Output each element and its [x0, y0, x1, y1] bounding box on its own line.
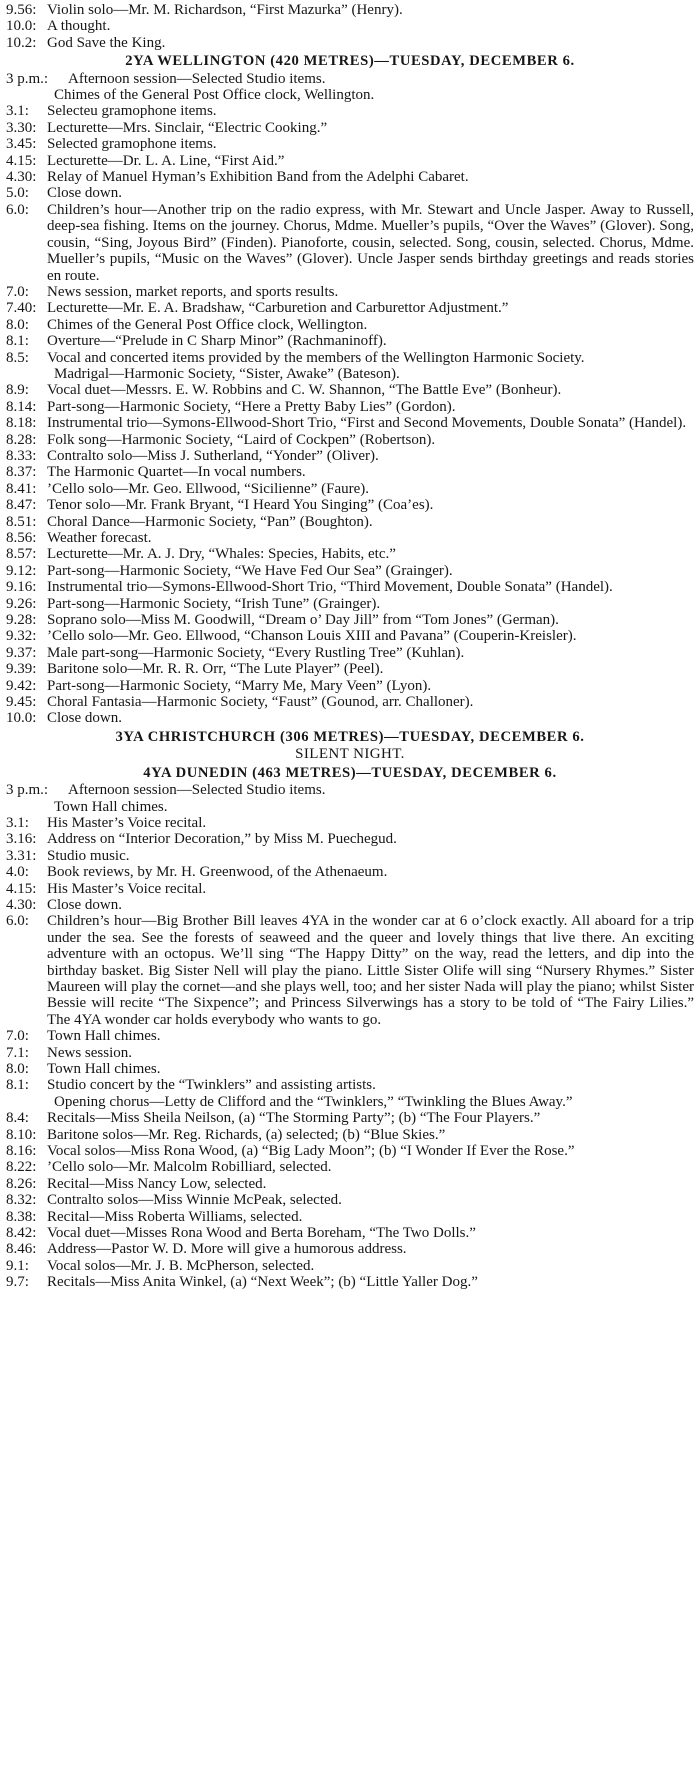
entry-time: 4.15: — [6, 880, 37, 897]
entry-text: The Harmonic Quartet—In vocal numbers. — [47, 464, 306, 481]
entry-time: 8.4: — [6, 1110, 29, 1127]
entry-text: Close down. — [47, 710, 122, 727]
schedule-entry — [6, 612, 694, 628]
entry-text: Part-song—Harmonic Society, “We Have Fed Our Sea” (Grainger). — [47, 562, 453, 579]
entry-time: 9.7: — [6, 1274, 29, 1291]
entry-time: 8.1: — [6, 1077, 29, 1094]
dunedin-header: 4YA DUNEDIN (463 METRES)—TUESDAY, DECEMBER 6. — [143, 764, 557, 781]
schedule-entry — [6, 1110, 694, 1126]
entry-text: Tenor solo—Mr. Frank Bryant, “I Heard You Singing” (Coa’es). — [47, 497, 434, 514]
schedule-entry — [6, 1209, 694, 1225]
entry-time: 4.0: — [6, 864, 29, 881]
entry-text: Recitals—Miss Sheila Neilson, (a) “The Storming Party”; (b) “The Four Players.” — [47, 1110, 541, 1127]
entry-time: 8.26: — [6, 1175, 37, 1192]
entry-time: 10.0: — [6, 18, 37, 35]
dunedin-schedule-part1 — [6, 815, 694, 1094]
entry-text: Overture—“Prelude in C Sharp Minor” (Rachmaninoff). — [47, 333, 387, 350]
schedule-entry — [6, 831, 694, 847]
schedule-entry — [6, 1028, 694, 1044]
schedule-entry — [6, 1061, 694, 1077]
entry-time: 3 p.m.: — [6, 782, 49, 799]
entry-time: 9.39: — [6, 661, 37, 678]
entry-time: 8.41: — [6, 480, 37, 497]
entry-text: Part-song—Harmonic Society, “Marry Me, Mary Veen” (Lyon). — [47, 677, 432, 694]
entry-text: News session. — [47, 1044, 132, 1061]
schedule-entry — [6, 448, 694, 464]
entry-text: Recital—Miss Nancy Low, selected. — [47, 1175, 267, 1192]
schedule-entry — [6, 399, 694, 415]
entry-time: 8.0: — [6, 1061, 29, 1077]
entry-time: 9.56: — [6, 2, 37, 18]
entry-time: 8.46: — [6, 1241, 37, 1258]
entry-text: Folk song—Harmonic Society, “Laird of Cockpen” (Robertson). — [47, 431, 436, 448]
schedule-entry — [6, 563, 694, 579]
entry-time: 10.0: — [6, 710, 37, 727]
entry-time: 9.1: — [6, 1257, 29, 1274]
entry-text: Selected gramophone items. — [47, 136, 217, 153]
entry-text: Vocal and concerted items provided by the members of the Wellington Harmonic Society. — [47, 349, 585, 366]
schedule-entry — [6, 284, 694, 300]
entry-text: Book reviews, by Mr. H. Greenwood, of the Athenaeum. — [47, 864, 388, 881]
entry-text: Part-song—Harmonic Society, “Irish Tune” (Grainger). — [47, 595, 381, 612]
schedule-entry — [6, 1159, 694, 1175]
christchurch-header: 3YA CHRISTCHURCH (306 METRES)—TUESDAY, DECEMBER 6. — [115, 728, 585, 745]
entry-time: 8.42: — [6, 1225, 37, 1242]
entry-text: Instrumental trio—Symons-Ellwood-Short Trio, “Third Movement, Double Sonata” (Handel). — [47, 579, 613, 596]
schedule-entry — [6, 350, 694, 366]
entry-text: Baritone solos—Mr. Reg. Richards, (a) selected; (b) “Blue Skies.” — [47, 1126, 446, 1143]
entry-time: 9.28: — [6, 612, 37, 629]
entry-text: Contralto solos—Miss Winnie McPeak, selected. — [47, 1192, 342, 1209]
entry-time: 9.16: — [6, 579, 37, 596]
schedule-entry — [6, 628, 694, 644]
schedule-entry — [6, 1258, 694, 1274]
dunedin-opening-chorus-note: Opening chorus—Letty de Clifford and the “Twinklers,” “Twinkling the Blues Away.” — [54, 1093, 573, 1110]
entry-text: His Master’s Voice recital. — [47, 880, 207, 897]
entry-time: 8.16: — [6, 1143, 37, 1160]
entry-text: Recitals—Miss Anita Winkel, (a) “Next Week”; (b) “Little Yaller Dog.” — [47, 1274, 478, 1291]
entry-text: God Save the King. — [47, 34, 166, 51]
schedule-entry — [6, 848, 694, 864]
wellington-schedule-part1 — [6, 103, 694, 366]
entry-text: Children’s hour—Big Brother Bill leaves 4YA in the wonder car at 6 o’clock exactly. All aboard for a trip under the sea. See the forests of seaweed and the queer and lovely things that live there. An exciting adventure with an octopus. We’ll sing “The Happy Ditty” on the way, read the letters, and dip into the birthday basket. Big Sister Nell will play the piano. Little Sister Olife will sing “Nursery Rhymes.” Sister Maureen will play the cornet—and she plays well, too; and her sister Nada will play the piano; whilst Sister Bessie will recite “The Sixpence”; and Princess Silverwings has a story to be told of “The Fairy Lilies.” The 4YA wonder car holds everybody who wants to go. — [47, 913, 694, 1028]
entry-time: 7.40: — [6, 300, 37, 317]
schedule-entry — [6, 185, 694, 201]
dunedin-schedule-part2 — [6, 1110, 694, 1290]
schedule-entry — [6, 153, 694, 169]
entry-time: 3.31: — [6, 847, 37, 864]
schedule-entry — [6, 300, 694, 316]
schedule-entry — [6, 333, 694, 349]
schedule-entry — [6, 464, 694, 480]
schedule-entry — [6, 169, 694, 185]
entry-text: His Master’s Voice recital. — [47, 814, 207, 831]
schedule-entry — [6, 481, 694, 497]
entry-time: 8.51: — [6, 513, 37, 530]
schedule-entry — [6, 432, 694, 448]
wellington-afternoon-entry — [6, 71, 694, 87]
entry-time: 9.32: — [6, 628, 37, 645]
entry-time: 6.0: — [6, 201, 29, 218]
entry-text: Address—Pastor W. D. More will give a humorous address. — [47, 1241, 407, 1258]
entry-text: Chimes of the General Post Office clock, Wellington. — [47, 316, 368, 333]
entry-text: Close down. — [47, 185, 122, 202]
entry-text: Recital—Miss Roberta Williams, selected. — [47, 1208, 303, 1225]
dunedin-chimes-note: Town Hall chimes. — [54, 798, 168, 815]
entry-text: Vocal duet—Misses Rona Wood and Berta Boreham, “The Two Dolls.” — [47, 1225, 476, 1242]
entry-time: 8.22: — [6, 1159, 37, 1176]
entry-time: 3 p.m.: — [6, 70, 49, 87]
entry-time: 8.33: — [6, 447, 37, 464]
schedule-entry — [6, 645, 694, 661]
entry-time: 8.37: — [6, 464, 37, 481]
schedule-entry — [6, 710, 694, 726]
entry-text: Soprano solo—Miss M. Goodwill, “Dream o’ Day Jill” from “Tom Jones” (German). — [47, 612, 559, 629]
wellington-header: 2YA WELLINGTON (420 METRES)—TUESDAY, DECEMBER 6. — [125, 53, 575, 70]
entry-text: Town Hall chimes. — [47, 1061, 161, 1077]
entry-text: Afternoon session—Selected Studio items. — [68, 782, 326, 799]
schedule-entry — [6, 678, 694, 694]
entry-time: 9.37: — [6, 644, 37, 661]
entry-time: 4.15: — [6, 152, 37, 169]
entry-text: Male part-song—Harmonic Society, “Every Rustling Tree” (Kuhlan). — [47, 644, 465, 661]
schedule-entry — [6, 1176, 694, 1192]
entry-time: 9.26: — [6, 595, 37, 612]
schedule-entry — [6, 530, 694, 546]
schedule-entry — [6, 497, 694, 513]
entry-time: 4.30: — [6, 896, 37, 913]
entry-time: 8.10: — [6, 1126, 37, 1143]
entry-time: 6.0: — [6, 913, 29, 930]
entry-time: 5.0: — [6, 185, 29, 202]
entry-time: 8.1: — [6, 333, 29, 350]
entry-text: Contralto solo—Miss J. Sutherland, “Yonder” (Oliver). — [47, 447, 379, 464]
schedule-entry — [6, 694, 694, 710]
entry-text: Town Hall chimes. — [47, 1028, 161, 1045]
entry-text: Instrumental trio—Symons-Ellwood-Short Trio, “First and Second Movements, Double Sonata” (Handel). — [47, 415, 687, 432]
schedule-entry — [6, 661, 694, 677]
entry-time: 8.32: — [6, 1192, 37, 1209]
schedule-entry — [6, 1143, 694, 1159]
schedule-entry — [6, 103, 694, 119]
entry-text: ’Cello solo—Mr. Geo. Ellwood, “Chanson Louis XIII and Pavana” (Couperin-Kreisler). — [47, 628, 577, 645]
entry-text: Children’s hour—Another trip on the radio express, with Mr. Stewart and Uncle Jasper. Away to Russell, deep-sea fishing. Items on the journey. Chorus, Mdme. Mueller’s pupils, “Over the Waves” (Glover). Song, cousin, “Sing, Joyous Bird” (Finden). Pianoforte, cousin, selected. Song, cousin, selected. Chorus, Mdme. Mueller’s pupils, “Music on the Waves” (Glover). Uncle Jasper sends birthday greetings and reads stories en route. — [47, 201, 694, 284]
entry-text: Address on “Interior Decoration,” by Miss M. Puechegud. — [47, 831, 397, 848]
entry-time: 8.57: — [6, 546, 37, 563]
entry-time: 7.1: — [6, 1044, 29, 1061]
entry-time: 8.28: — [6, 431, 37, 448]
schedule-entry — [6, 136, 694, 152]
christchurch-silent-note: SILENT NIGHT. — [295, 746, 405, 763]
schedule-entry — [6, 120, 694, 136]
entry-text: Lecturette—Mr. E. A. Bradshaw, “Carburetion and Carburettor Adjustment.” — [47, 300, 509, 317]
schedule-entry — [6, 2, 694, 18]
entry-text: Part-song—Harmonic Society, “Here a Pretty Baby Lies” (Gordon). — [47, 398, 456, 415]
entry-text: Afternoon session—Selected Studio items. — [68, 70, 326, 87]
entry-text: A thought. — [47, 18, 111, 35]
schedule-entry — [6, 1274, 694, 1290]
previous-station-tail — [6, 2, 694, 51]
wellington-chimes-note: Chimes of the General Post Office clock, Wellington. — [54, 87, 375, 104]
entry-time: 3.16: — [6, 831, 37, 848]
schedule-entry — [6, 382, 694, 398]
entry-time: 9.45: — [6, 694, 37, 711]
entry-time: 8.38: — [6, 1208, 37, 1225]
schedule-entry — [6, 202, 694, 284]
schedule-entry — [6, 1077, 694, 1093]
entry-time: 8.18: — [6, 415, 37, 432]
dunedin-afternoon-entry — [6, 782, 694, 798]
entry-text: Lecturette—Mr. A. J. Dry, “Whales: Species, Habits, etc.” — [47, 546, 396, 563]
entry-text: News session, market reports, and sports results. — [47, 283, 339, 300]
entry-time: 8.9: — [6, 382, 29, 399]
entry-time: 3.30: — [6, 119, 37, 136]
entry-text: Violin solo—Mr. M. Richardson, “First Mazurka” (Henry). — [47, 2, 403, 18]
schedule-entry — [6, 1241, 694, 1257]
entry-time: 4.30: — [6, 169, 37, 186]
entry-text: Choral Dance—Harmonic Society, “Pan” (Boughton). — [47, 513, 373, 530]
entry-text: Baritone solo—Mr. R. R. Orr, “The Lute Player” (Peel). — [47, 661, 384, 678]
entry-text: Studio concert by the “Twinklers” and assisting artists. — [47, 1077, 376, 1094]
entry-time: 3.1: — [6, 814, 29, 831]
schedule-entry — [6, 596, 694, 612]
entry-text: Vocal solos—Mr. J. B. McPherson, selected. — [47, 1257, 315, 1274]
schedule-entry — [6, 1225, 694, 1241]
entry-text: Weather forecast. — [47, 530, 152, 546]
entry-time: 7.0: — [6, 1028, 29, 1045]
entry-text: Lecturette—Dr. L. A. Line, “First Aid.” — [47, 152, 285, 169]
schedule-entry — [6, 415, 694, 431]
schedule-entry — [6, 546, 694, 562]
entry-text: Lecturette—Mrs. Sinclair, “Electric Cooking.” — [47, 119, 328, 136]
entry-time: 8.0: — [6, 316, 29, 333]
schedule-entry — [6, 815, 694, 831]
entry-time: 7.0: — [6, 283, 29, 300]
entry-text: ’Cello solo—Mr. Malcolm Robilliard, selected. — [47, 1159, 332, 1176]
wellington-schedule-part2 — [6, 382, 694, 727]
schedule-entry — [6, 864, 694, 880]
schedule-entry — [6, 881, 694, 897]
schedule-entry — [6, 579, 694, 595]
entry-time: 8.14: — [6, 398, 37, 415]
entry-time: 10.2: — [6, 34, 37, 51]
entry-text: Relay of Manuel Hyman’s Exhibition Band from the Adelphi Cabaret. — [47, 169, 469, 186]
entry-text: Choral Fantasia—Harmonic Society, “Faust” (Gounod, arr. Challoner). — [47, 694, 474, 711]
entry-time: 8.56: — [6, 530, 37, 546]
schedule-entry — [6, 913, 694, 1028]
entry-time: 3.45: — [6, 136, 37, 153]
entry-time: 3.1: — [6, 103, 29, 120]
entry-time: 8.5: — [6, 349, 29, 366]
entry-time: 8.47: — [6, 497, 37, 514]
entry-text: Vocal solos—Miss Rona Wood, (a) “Big Lady Moon”; (b) “I Wonder If Ever the Rose.” — [47, 1143, 575, 1160]
wellington-madrigal-note: Madrigal—Harmonic Society, “Sister, Awake” (Bateson). — [54, 365, 400, 382]
schedule-entry — [6, 1045, 694, 1061]
schedule-entry — [6, 35, 694, 51]
schedule-entry — [6, 514, 694, 530]
entry-text: ’Cello solo—Mr. Geo. Ellwood, “Sicilienne” (Faure). — [47, 480, 370, 497]
entry-text: Close down. — [47, 896, 122, 913]
schedule-entry — [6, 18, 694, 34]
entry-text: Selecteu gramophone items. — [47, 103, 217, 120]
schedule-entry — [6, 1192, 694, 1208]
entry-text: Studio music. — [47, 847, 130, 864]
schedule-entry — [6, 897, 694, 913]
schedule-entry — [6, 1127, 694, 1143]
schedule-entry — [6, 317, 694, 333]
entry-text: Vocal duet—Messrs. E. W. Robbins and C. W. Shannon, “The Battle Eve” (Bonheur). — [47, 382, 562, 399]
entry-time: 9.12: — [6, 562, 37, 579]
entry-time: 9.42: — [6, 677, 37, 694]
